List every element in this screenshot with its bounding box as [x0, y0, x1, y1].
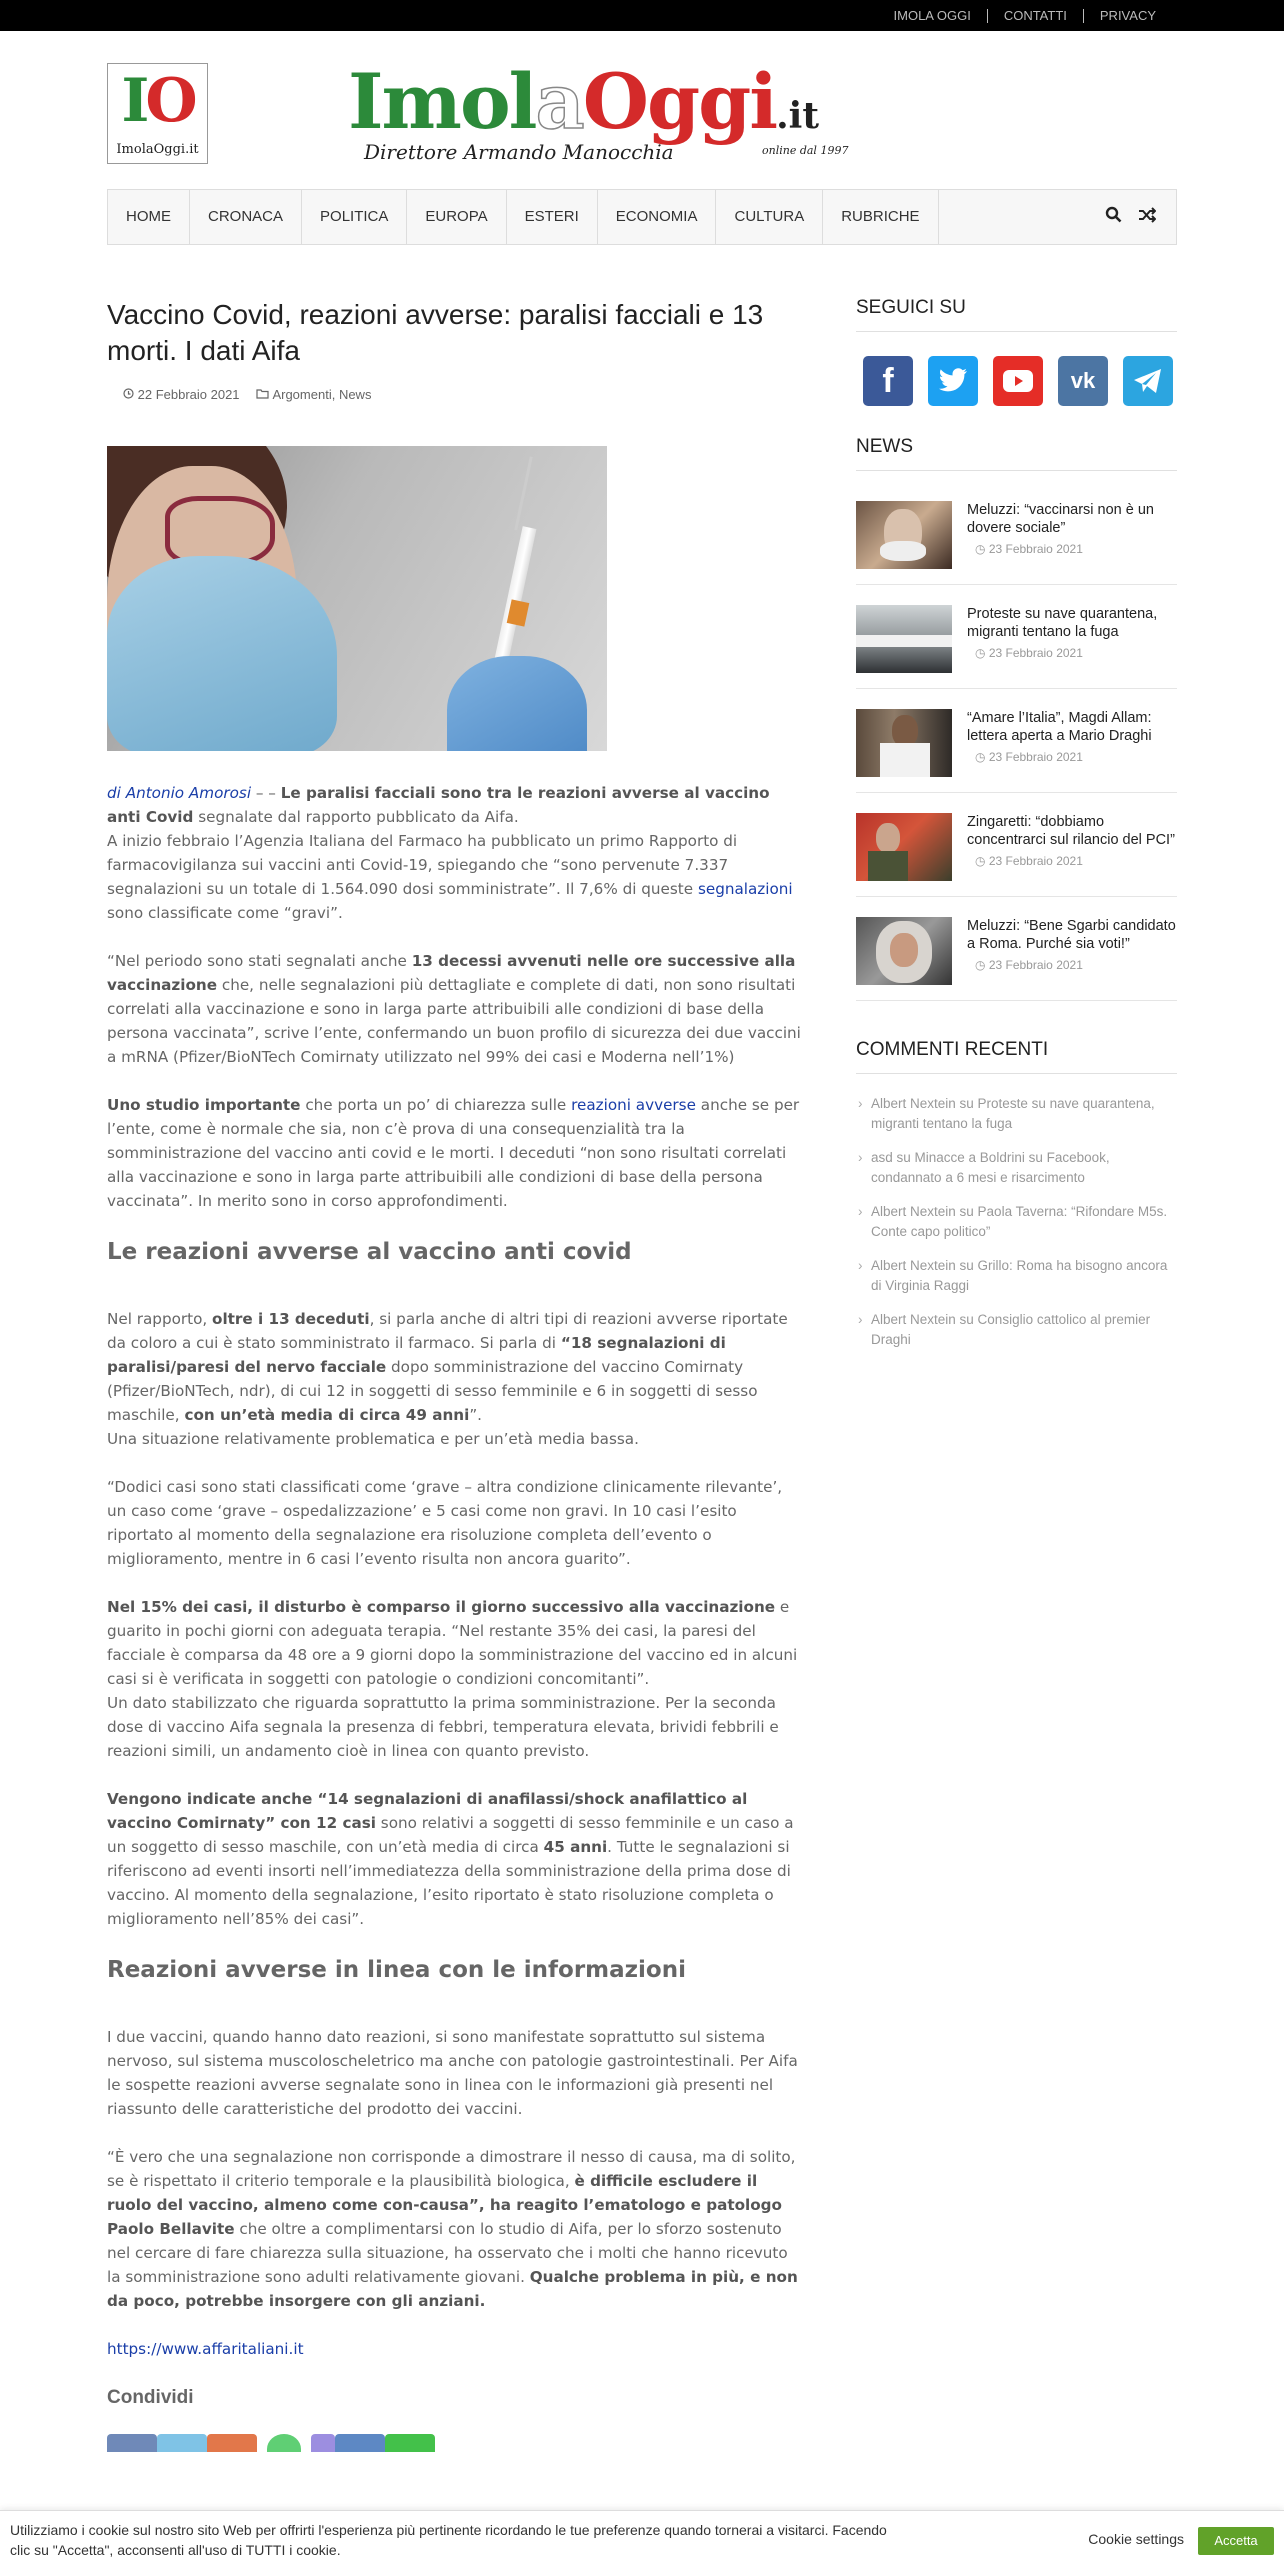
link-reazioni-avverse[interactable]: reazioni avverse [571, 1096, 696, 1114]
article-title: Vaccino Covid, reazioni avverse: paralisi facciali e 13 morti. I dati Aifa [107, 299, 764, 366]
comment-item[interactable]: › Albert Nextein su Paola Taverna: “Rifondare M5s. Conte capo politico” [856, 1202, 1177, 1242]
share-reddit-button[interactable] [207, 2434, 257, 2452]
telegram-icon[interactable] [1123, 356, 1173, 406]
comment-item[interactable]: › Albert Nextein su Consiglio cattolico al premier Draghi [856, 1310, 1177, 1350]
comment-item[interactable]: › Albert Nextein su Proteste su nave quarantena, migranti tentano la fuga [856, 1094, 1177, 1134]
news-date: ◷ 23 Febbraio 2021 [975, 750, 1083, 764]
logo-mark: IO [121, 66, 194, 136]
list-item[interactable] [856, 897, 1177, 1001]
share-viber-button[interactable] [311, 2434, 335, 2452]
top-link-imola-oggi[interactable]: IMOLA OGGI [893, 7, 971, 23]
shuffle-icon[interactable] [1138, 207, 1156, 228]
paragraph: Uno studio importante che porta un po’ di chiarezza sulle reazioni avverse anche se per l’ente, come è normale che sia, non c’è prova di una consequenzialità tra la somministrazione del vaccino anti covid e le morti. I deceduti “non sono risultati correlati alla vaccinazione e sono in larga parte attribuibili alle condizioni di base della persona vaccinata”. In merito sono in corso approfondimenti. [107, 1096, 800, 1210]
twitter-icon[interactable] [928, 356, 978, 406]
cookie-accept-button[interactable]: Accetta [1198, 2527, 1274, 2555]
share-twitter-button[interactable] [157, 2434, 207, 2452]
cookie-text: Utilizziamo i cookie sul nostro sito Web per offrirti l'esperienza più pertinente ricordando le tue preferenze quando tornerai a visitarci. Facendo clic su "Accetta", acconsenti all'uso di TUTTI i cookie. [10, 2522, 887, 2558]
top-links [878, 0, 1172, 31]
folder-icon [256, 388, 270, 399]
top-bar [0, 0, 1284, 31]
nav-europa[interactable]: EUROPA [407, 190, 506, 244]
site-logo[interactable] [107, 63, 208, 164]
paragraph: “Dodici casi sono stati classificati come ‘grave – altra condizione clinicamente rilevante’, un caso come ‘grave – ospedalizzazione’ e 5 casi come non gravi. In 10 casi l’esito riportato al momento della segnalazione era risoluzione completa dell’evento o miglioramento, mentre in 6 casi l’evento risulta non ancora guarito”. [107, 1478, 783, 1568]
news-title[interactable]: “Amare l’Italia”, Magdi Allam: lettera aperta a Mario Draghi [967, 710, 1152, 744]
news-date: ◷ 23 Febbraio 2021 [975, 646, 1083, 660]
search-icon[interactable] [1105, 206, 1122, 228]
section-heading: Le reazioni avverse al vaccino anti covid [107, 1239, 632, 1265]
masthead-director: Direttore Armando Manocchia [364, 140, 674, 164]
cookie-banner [0, 2510, 1284, 2568]
list-item[interactable] [856, 471, 1177, 585]
nav-economia[interactable]: ECONOMIA [598, 190, 717, 244]
masthead[interactable] [348, 58, 848, 168]
youtube-icon[interactable] [993, 356, 1043, 406]
paragraph: “Nel periodo sono stati segnalati anche 13 decessi avvenuti nelle ore successive alla vaccinazione che, nelle segnalazioni più dettagliate e complete di dati, non sono risultati correlati alla vaccinazione e sono in larga parte attribuibili alle condizioni di base della persona vaccinata”, scrive l’ente, confermando un buon profilo di sicurezza dei due vaccini a mRNA (Pfizer/BioNTech Comirnaty utilizzato nel 99% dei casi e Moderna nell’1%) [107, 952, 801, 1066]
share-heading: Condividi [107, 2387, 194, 2408]
news-thumbnail[interactable] [856, 605, 952, 673]
share-line-button[interactable] [385, 2434, 435, 2452]
list-item[interactable] [856, 689, 1177, 793]
news-date: ◷ 23 Febbraio 2021 [975, 958, 1083, 972]
news-heading: NEWS [856, 436, 1177, 471]
top-link-privacy[interactable]: PRIVACY [1083, 9, 1172, 23]
share-buttons [107, 2434, 802, 2452]
comments-heading: COMMENTI RECENTI [856, 1039, 1177, 1074]
facebook-icon[interactable]: f [863, 356, 913, 406]
paragraph: Vengono indicate anche “14 segnalazioni di anafilassi/shock anafilattico al vaccino Comirnaty” con 12 casi sono relativi a soggetti di sesso femminile e un caso a un soggetto di sesso maschile, con un’età media di circa 45 anni. Tutte le segnalazioni si riferiscono ad eventi insorti nell’immediatezza della somministrazione della prima dose di vaccino. Al momento della segnalazione, l’esito riportato è stato risoluzione completa o miglioramento nell’85% dei casi”. [107, 1790, 794, 1928]
source-link[interactable]: https://www.affaritaliani.it [107, 2340, 304, 2358]
article-categories: Argomenti, News [256, 387, 372, 402]
section-heading: Reazioni avverse in linea con le informazioni [107, 1957, 686, 1983]
list-item[interactable] [856, 793, 1177, 897]
article [107, 297, 802, 2452]
cookie-settings-link[interactable]: Cookie settings [1088, 2531, 1184, 2547]
paragraph: Nel rapporto, oltre i 13 deceduti, si parla anche di altri tipi di reazioni avverse riportate da coloro a cui è stato somministrato il farmaco. Si parla di “18 segnalazioni di paralisi/paresi del nervo facciale dopo somministrazione del vaccino Comirnaty (Pfizer/BioNTech, ndr), di cui 12 in soggetti di sesso femminile e 6 in soggetti di sesso maschile, con un’età media di circa 49 anni”. Una situazione relativamente problematica e per un’età media bassa. [107, 1310, 788, 1448]
news-date: ◷ 23 Febbraio 2021 [975, 542, 1083, 556]
follow-heading: SEGUICI SU [856, 297, 1177, 332]
comment-item[interactable]: › asd su Minacce a Boldrini su Facebook, condannato a 6 mesi e risarcimento [856, 1148, 1177, 1188]
article-meta [107, 387, 802, 402]
masthead-title: ImolaOggi.it [348, 57, 819, 146]
news-thumbnail[interactable] [856, 709, 952, 777]
masthead-since: online dal 1997 [762, 144, 849, 157]
main-nav [107, 189, 1177, 245]
clock-icon [123, 388, 134, 399]
nav-cultura[interactable]: CULTURA [716, 190, 823, 244]
share-facebook-button[interactable] [107, 2434, 157, 2452]
share-vk-button[interactable] [335, 2434, 385, 2452]
sidebar [856, 297, 1177, 1364]
nav-esteri[interactable]: ESTERI [507, 190, 598, 244]
article-date: 22 Febbraio 2021 [123, 387, 240, 402]
nav-cronaca[interactable]: CRONACA [190, 190, 302, 244]
list-item[interactable] [856, 585, 1177, 689]
news-title[interactable]: Proteste su nave quarantena, migranti tentano la fuga [967, 606, 1158, 640]
paragraph: I due vaccini, quando hanno dato reazioni, si sono manifestate soprattutto sul sistema nervoso, sul sistema muscoloscheletrico ma anche con patologie gastrointestinali. Per Aifa le sospette reazioni avverse segnalate sono in linea con le informazioni già presenti nel riassunto delle caratteristiche del prodotto dei vaccini. [107, 2028, 798, 2118]
comment-item[interactable]: › Albert Nextein su Grillo: Roma ha bisogno ancora di Virginia Raggi [856, 1256, 1177, 1296]
news-thumbnail[interactable] [856, 813, 952, 881]
link-segnalazioni[interactable]: segnalazioni [697, 880, 793, 898]
news-list [856, 471, 1177, 1001]
news-title[interactable]: Meluzzi: “vaccinarsi non è un dovere sociale” [967, 502, 1154, 536]
logo-small-text: ImolaOggi.it [116, 142, 199, 157]
author-link[interactable]: di Antonio Amorosi [107, 784, 252, 802]
news-thumbnail[interactable] [856, 501, 952, 569]
paragraph: “È vero che una segnalazione non corrisponde a dimostrare il nesso di causa, ma di solito, se è rispettato il criterio temporale e la plausibilità biologica, è difficile escludere il ruolo del vaccino, almeno come con-causa”, ha reagito l’ematologo e patologo Paolo Bellavite che oltre a complimentarsi con lo studio di Aifa, per lo sforzo sostenuto nel cercare di fare chiarezza sulla situazione, ha osservato che i molti che hanno ricevuto la somministrazione sono adulti relativamente giovani. Qualche problema in più, e non da poco, potrebbe insorgere con gli anziani. [107, 2148, 798, 2310]
news-date: ◷ 23 Febbraio 2021 [975, 854, 1083, 868]
comments-list [856, 1094, 1177, 1350]
nav-home[interactable]: HOME [108, 190, 190, 244]
article-body [107, 781, 802, 2361]
paragraph: Nel 15% dei casi, il disturbo è comparso il giorno successivo alla vaccinazione e guarito in pochi giorni con adeguata terapia. “Nel restante 35% dei casi, la paresi del facciale è comparsa da 48 ore a 9 giorni dopo la somministrazione del vaccino ed in alcuni casi si è verificata in soggetti con patologie o condizioni concomitanti”. Un dato stabilizzato che riguarda soprattutto la prima somministrazione. Per la seconda dose di vaccino Aifa segnala la presenza di febbri, temperatura elevata, brividi febbrili e reazioni simili, un andamento cioè in linea con quanto previsto. [107, 1598, 798, 1760]
category-link-argomenti[interactable]: Argomenti [272, 387, 332, 402]
news-thumbnail[interactable] [856, 917, 952, 985]
paragraph [107, 2337, 802, 2361]
category-link-news[interactable]: News [338, 387, 372, 402]
nav-tools [1105, 190, 1156, 244]
social-links [863, 356, 1177, 406]
nav-politica[interactable]: POLITICA [302, 190, 407, 244]
news-title[interactable]: Zingaretti: “dobbiamo concentrarci sul rilancio del PCI” [967, 814, 1175, 848]
nav-rubriche[interactable]: RUBRICHE [823, 190, 938, 244]
top-link-contatti[interactable]: CONTATTI [987, 9, 1083, 23]
share-whatsapp-button[interactable] [267, 2434, 301, 2452]
news-title[interactable]: Meluzzi: “Bene Sgarbi candidato a Roma. Purché sia voti!” [967, 918, 1176, 952]
vk-icon[interactable]: vk [1058, 356, 1108, 406]
paragraph: di Antonio Amorosi – – Le paralisi facciali sono tra le reazioni avverse al vaccino anti Covid segnalate dal rapporto pubblicato da Aifa. A inizio febbraio l’Agenzia Italiana del Farmaco ha pubblicato un primo Rapporto di farmacovigilanza sui vaccini anti Covid-19, spiegando che “sono pervenute 7.337 segnalazioni su un totale di 1.564.090 dosi somministrate”. Il 7,6% di queste segnalazioni sono classificate come “gravi”. [107, 784, 793, 922]
article-image [107, 446, 607, 751]
